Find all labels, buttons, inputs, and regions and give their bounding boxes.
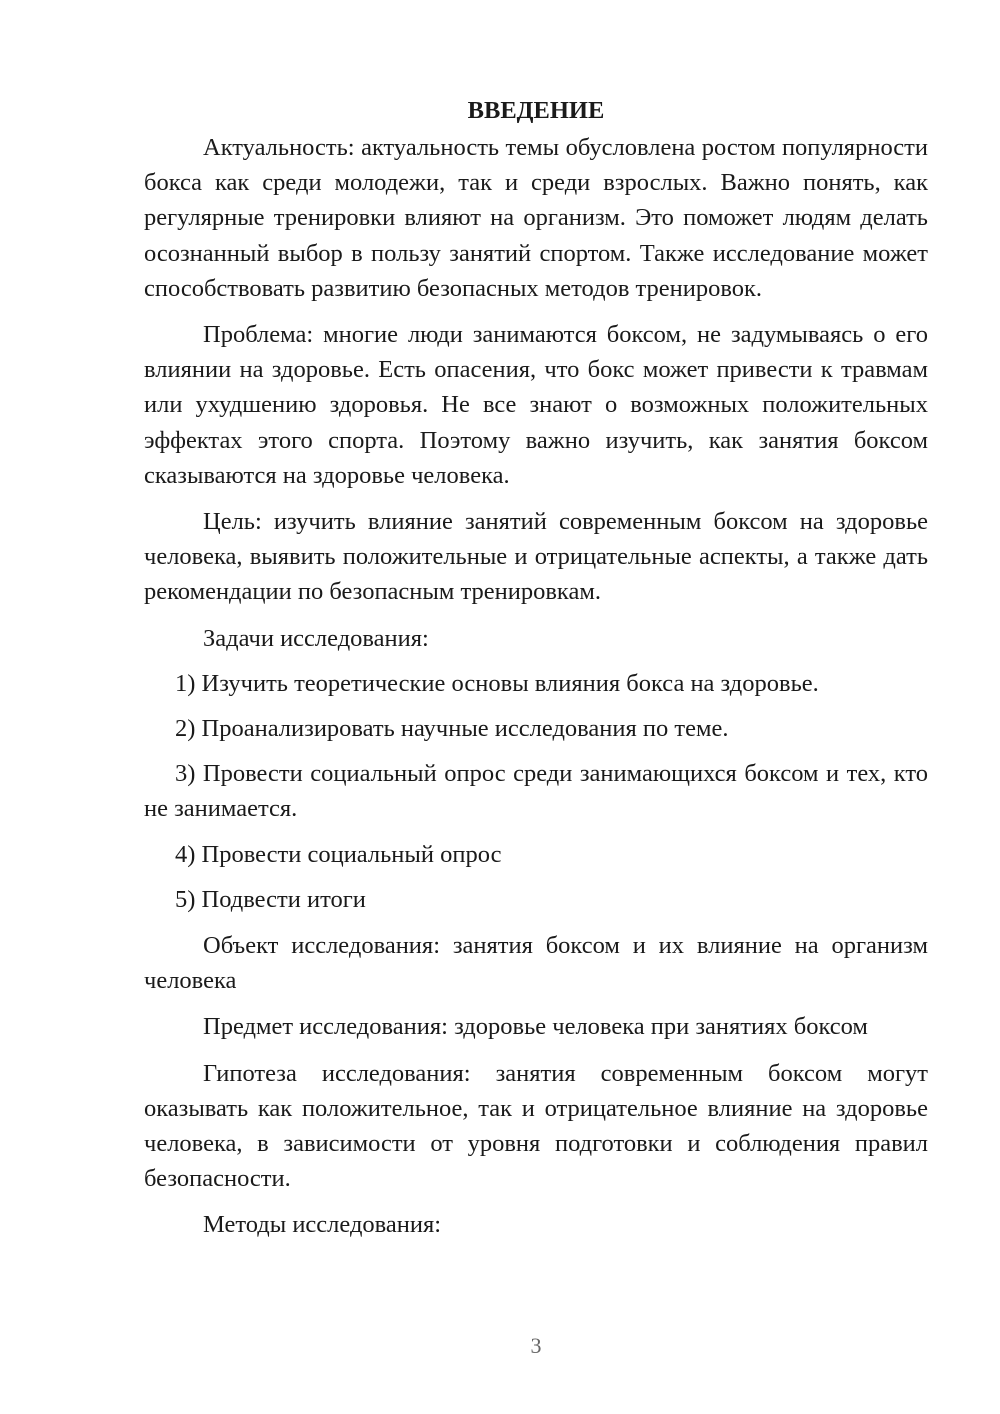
section-heading: ВВЕДЕНИЕ [467, 97, 605, 124]
paragraph-relevance: Актуальность: актуальность темы обусловлена ростом популярности бокса как среди молодежи, так и среди взрослых. Важно понять, как регулярные тренировки влияют на организм. Это поможет людям делать осознанный выбор в пользу занятий спортом. Также исследование может способствовать развитию безопасных методов тренировок. [144, 134, 928, 302]
paragraph-hypothesis: Гипотеза исследования: занятия современным боксом могут оказывать как положительное, так и отрицательное влияние на здоровье человека, в зависимости от уровня подготовки и соблюдения правил безопасности. [144, 1059, 928, 1193]
task-item-4: 4) Провести социальный опрос [175, 840, 502, 868]
paragraph-goal: Цель: изучить влияние занятий современным боксом на здоровье человека, выявить положительные и отрицательные аспекты, а также дать рекомендации по безопасным тренировкам. [144, 508, 928, 606]
page-content [144, 93, 928, 1243]
methods-title: Методы исследования: [203, 1211, 442, 1239]
paragraph-object: Объект исследования: занятия боксом и их влияние на организм человека [144, 932, 928, 995]
task-item-5: 5) Подвести итоги [175, 885, 366, 913]
task-item-3: 3) Провести социальный опрос среди занимающихся боксом и тех, кто не занимается. [144, 760, 928, 823]
page-number: 3 [530, 1333, 542, 1358]
task-item-1: 1) Изучить теоретические основы влияния бокса на здоровье. [175, 669, 819, 697]
task-item-2: 2) Проанализировать научные исследования по теме. [175, 715, 729, 743]
tasks-title: Задачи исследования: [203, 624, 429, 652]
paragraph-subject: Предмет исследования: здоровье человека при занятиях боксом [203, 1013, 868, 1041]
paragraph-problem: Проблема: многие люди занимаются боксом, не задумываясь о его влиянии на здоровье. Есть опасения, что бокс может привести к травмам или ухудшению здоровья. Не все знают о возможных положительных эффектах этого спорта. Поэтому важно изучить, как занятия боксом сказываются на здоровье человека. [144, 321, 928, 489]
